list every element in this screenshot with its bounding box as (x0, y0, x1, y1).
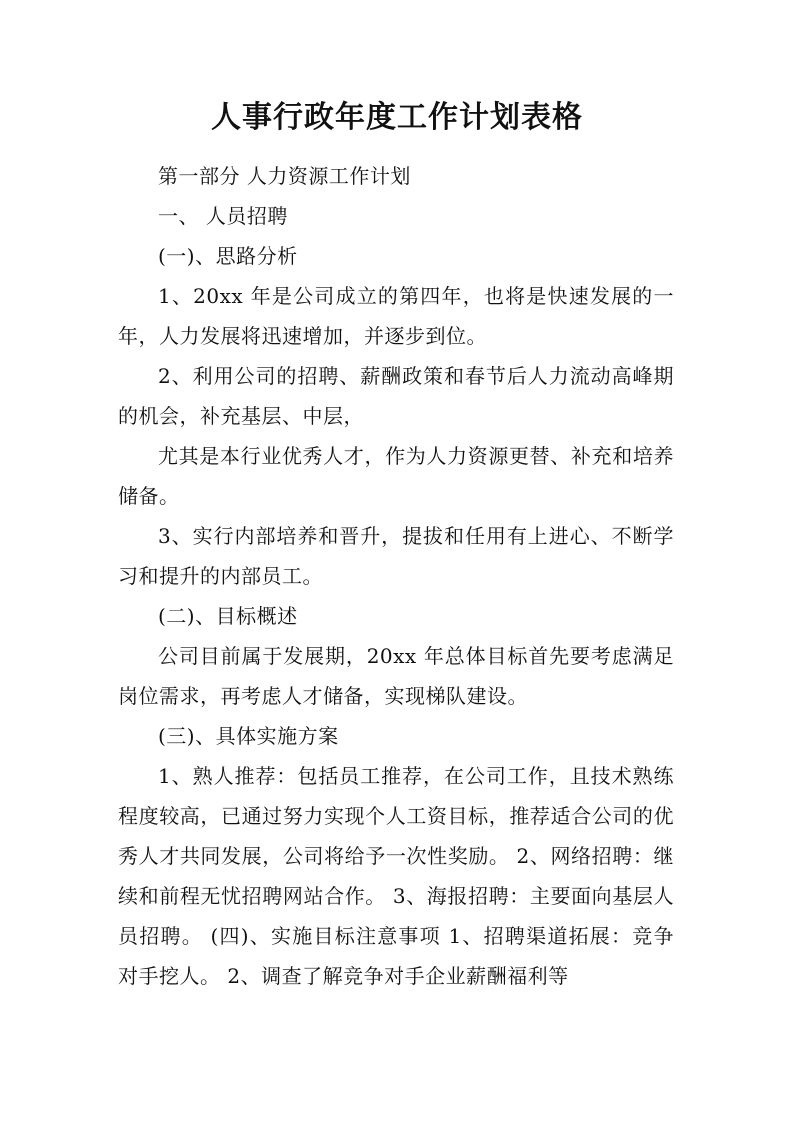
subheading-implementation: (三)、具体实施方案 (158, 724, 339, 748)
paragraph-3: 3、实行内部培养和晋升，提拔和任用有上进心、不断学习和提升的内部员工。 (118, 524, 674, 588)
paragraph-1: 1、20xx 年是公司成立的第四年，也将是快速发展的一年，人力发展将迅速增加，并逐步到位。 (118, 284, 674, 348)
section-heading-part-one: 第一部分 人力资源工作计划 (158, 164, 411, 188)
subheading-analysis: (一)、思路分析 (158, 244, 298, 268)
section-heading-recruitment: 一、 人员招聘 (158, 204, 288, 228)
paragraph-implementation: 1、熟人推荐：包括员工推荐，在公司工作，且技术熟练程度较高，已通过努力实现个人工资目标，推荐适合公司的优秀人才共同发展，公司将给予一次性奖励。 2、网络招聘：继续和前程无忧招聘网站合作。 3、海报招聘：主要面向基层人员招聘。 (四)、实施目标注意事项 1、招聘渠道拓展：竞争对手挖人。 2、调查了解竞争对手企业薪酬福利等 (118, 764, 674, 988)
document-title: 人事行政年度工作计划表格 (211, 100, 583, 135)
document-body (118, 156, 674, 996)
paragraph-objectives: 公司目前属于发展期，20xx 年总体目标首先要考虑满足岗位需求，再考虑人才储备，实现梯队建设。 (118, 644, 674, 708)
subheading-objectives: (二)、目标概述 (158, 604, 298, 628)
paragraph-2-continued: 尤其是本行业优秀人才，作为人力资源更替、补充和培养储备。 (118, 444, 674, 508)
paragraph-2: 2、利用公司的招聘、薪酬政策和春节后人力流动高峰期的机会，补充基层、中层， (118, 364, 674, 428)
